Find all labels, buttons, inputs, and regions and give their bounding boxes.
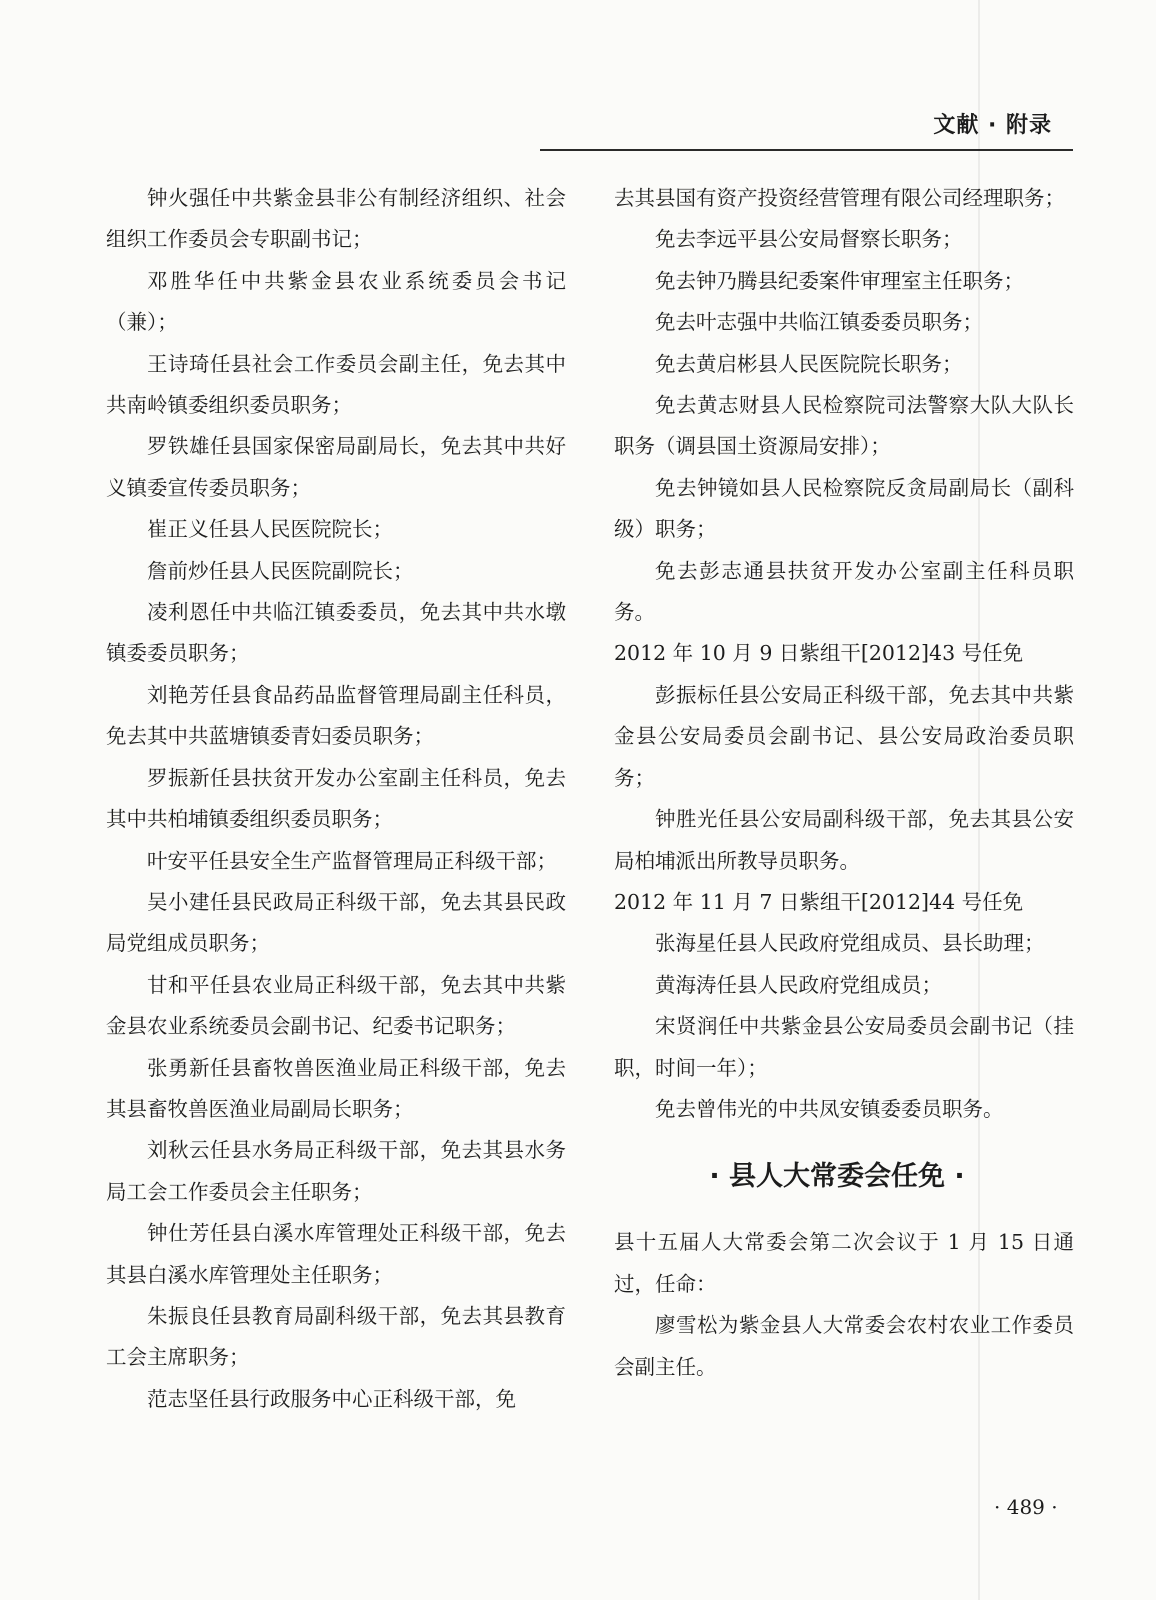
paragraph: 免去彭志通县扶贫开发办公室副主任科员职务。 [614,558,1074,625]
paragraph: 廖雪松为紫金县人大常委会农村农业工作委员会副主任。 [614,1313,1074,1379]
right-column [614,178,1074,1388]
date-heading: 2012 年 11 月 7 日紫组干[2012]44 号任免 [614,889,1024,914]
paragraph: 刘秋云任县水务局正科级干部，免去其县水务局工会工作委员会主任职务； [106,1138,566,1204]
left-column [106,178,566,1420]
paragraph: 罗振新任县扶贫开发办公室副主任科员，免去其中共柏埔镇委组织委员职务； [106,765,566,832]
paragraph: 免去曾伟光的中共凤安镇委委员职务。 [655,1096,1004,1121]
paragraph: 钟火强任中共紫金县非公有制经济组织、社会组织工作委员会专职副书记； [106,186,566,252]
paragraph: 范志坚任县行政服务中心正科级干部，免 [147,1386,516,1411]
paragraph-continued: 去其县国有资产投资经营管理有限公司经理职务； [614,186,1065,210]
paragraph: 黄海涛任县人民政府党组成员； [655,972,942,997]
paragraph: 刘艳芳任县食品药品监督管理局副主任科员，免去其中共蓝塘镇委青妇委员职务； [106,682,566,749]
paragraph: 免去钟乃腾县纪委案件审理室主任职务； [655,268,1024,293]
paragraph: 凌利恩任中共临江镇委委员，免去其中共水墩镇委委员职务； [106,600,566,666]
paragraph: 王诗琦任县社会工作委员会副主任，免去其中共南岭镇委组织委员职务； [106,351,566,418]
paragraph: 彭振标任县公安局正科级干部，免去其中共紫金县公安局委员会副书记、县公安局政治委员职务； [614,682,1074,790]
paragraph: 钟仕芳任县白溪水库管理处正科级干部，免去其县白溪水库管理处主任职务； [106,1221,566,1287]
running-head: 文献 · 附录 [933,113,1052,138]
paragraph: 詹前炒任县人民医院副院长； [147,558,414,583]
paragraph: 吴小建任县民政局正科级干部，免去其县民政局党组成员职务； [106,889,566,956]
paragraph: 崔正义任县人民医院院长； [147,517,393,542]
paragraph: 钟胜光任县公安局副科级干部，免去其县公安局柏埔派出所教导员职务。 [614,807,1074,873]
paragraph: 免去黄启彬县人民医院院长职务； [655,351,963,376]
paragraph: 邓胜华任中共紫金县农业系统委员会书记（兼）； [106,268,566,335]
meeting-heading: 县十五届人大常委会第二次会议于 1 月 15 日通过，任命： [614,1230,1074,1296]
paragraph: 朱振良任县教育局副科级干部，免去其县教育工会主席职务； [106,1303,566,1370]
paragraph: 宋贤润任中共紫金县公安局委员会副书记（挂职，时间一年）； [614,1014,1074,1080]
header-rule [540,149,1073,151]
paragraph: 叶安平任县安全生产监督管理局正科级干部； [147,848,557,873]
paragraph: 免去钟镜如县人民检察院反贪局副局长（副科级）职务； [614,475,1074,542]
paragraph: 免去黄志财县人民检察院司法警察大队大队长职务（调县国土资源局安排）； [614,393,1074,459]
paragraph: 免去李远平县公安局督察长职务； [655,227,963,252]
paragraph: 张海星任县人民政府党组成员、县长助理； [655,931,1045,956]
paragraph: 罗铁雄任县国家保密局副局长，免去其中共好义镇委宣传委员职务； [106,434,566,500]
paragraph: 甘和平任县农业局正科级干部，免去其中共紫金县农业系统委员会副书记、纪委书记职务； [106,972,566,1039]
date-heading: 2012 年 10 月 9 日紫组干[2012]43 号任免 [614,641,1024,666]
section-title: · 县人大常委会任免 · [709,1161,965,1193]
page-number: · 489 · [994,1495,1058,1519]
paragraph: 张勇新任县畜牧兽医渔业局正科级干部，免去其县畜牧兽医渔业局副局长职务； [106,1055,566,1121]
paragraph: 免去叶志强中共临江镇委委员职务； [655,310,983,335]
